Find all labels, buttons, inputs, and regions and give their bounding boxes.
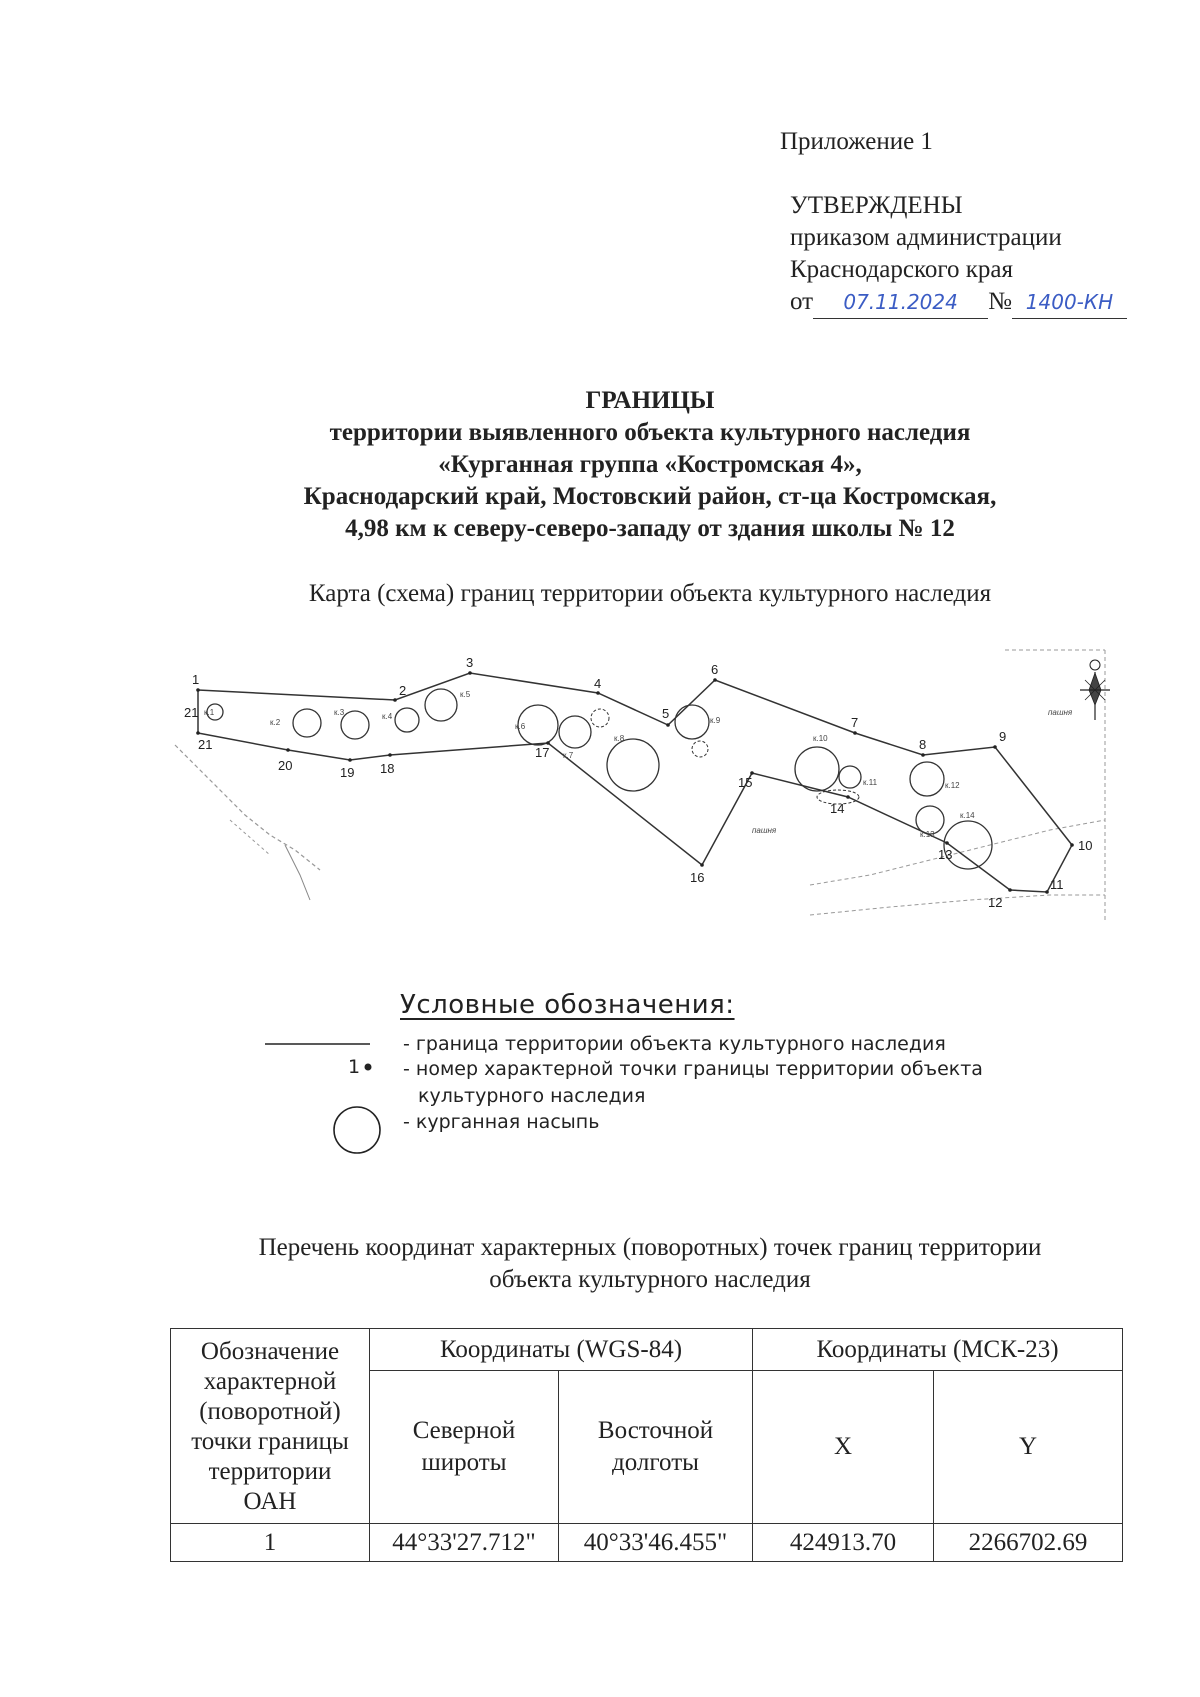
cell-north: 44°33'27.712": [370, 1524, 559, 1562]
mound-circle: [293, 709, 321, 737]
point-label: 17: [535, 745, 550, 760]
point-label: 8: [919, 737, 927, 752]
coords-heading-line-1: Перечень координат характерных (поворотных) точек границ территории: [258, 1234, 1042, 1261]
mound-label: к.7: [563, 751, 574, 760]
header-north-line: широты: [421, 1449, 507, 1476]
mound-label: к.14: [960, 811, 975, 820]
point-label: 20: [278, 758, 293, 773]
header-east-line: Восточной: [597, 1417, 714, 1444]
title-line-4: Краснодарский край, Мостовский район, ст-ца Костромская,: [303, 483, 997, 510]
point-label: 15: [738, 775, 753, 790]
point-marker: [846, 795, 850, 799]
point-marker: [700, 863, 704, 867]
mound-label: к.12: [945, 781, 960, 790]
title-line-5: 4,98 км к северу-северо-западу от здания школы № 12: [345, 515, 955, 542]
coordinates-table: [170, 1328, 1123, 1562]
table-row: [171, 1524, 1123, 1562]
header-x: X: [753, 1371, 934, 1524]
header-group-msk: Координаты (МСК-23): [753, 1329, 1123, 1371]
point-label: 10: [1078, 838, 1093, 853]
boundary-map: [170, 645, 1130, 925]
point-label: 6: [711, 662, 719, 677]
header-point-line: (поворотной): [199, 1398, 341, 1425]
mound-label: к.11: [863, 778, 878, 787]
legend-point-sample: 1: [348, 1056, 361, 1078]
point-label: 3: [466, 655, 474, 670]
mound-label: к.3: [334, 708, 345, 717]
mound-label: к.10: [813, 734, 828, 743]
legend-point-marker: [365, 1064, 372, 1071]
point-label: 2: [399, 683, 407, 698]
header-east-longitude: [559, 1371, 753, 1524]
mound-circle: [425, 689, 457, 721]
title-line-1: ГРАНИЦЫ: [585, 387, 715, 414]
point-label: 11: [1050, 877, 1064, 892]
point-label: 21: [198, 737, 213, 752]
terrain-line: [285, 845, 310, 900]
point-marker: [196, 731, 200, 735]
mound-circle: [675, 705, 709, 739]
mound-label: к.6: [515, 722, 526, 731]
point-label: 4: [594, 676, 602, 691]
point-marker: [1008, 888, 1012, 892]
legend-mound-circle: [334, 1107, 380, 1153]
point-marker: [993, 745, 997, 749]
mound-label: к.9: [710, 716, 721, 725]
mound-circle: [839, 766, 861, 788]
appendix-label: Приложение 1: [780, 128, 933, 155]
mound-circle-dashed: [692, 741, 708, 757]
point-label: 13: [938, 847, 953, 862]
point-marker: [921, 753, 925, 757]
field-label: пашня: [752, 826, 777, 835]
point-label: 19: [340, 765, 355, 780]
legend-mound-text: - курганная насыпь: [403, 1111, 600, 1133]
header-point-line: точки границы: [191, 1428, 349, 1455]
point-label: 9: [999, 729, 1007, 744]
approval-date-line: [790, 286, 1127, 319]
point-label: 1: [192, 672, 200, 687]
map-caption: Карта (схема) границ территории объекта культурного наследия: [308, 580, 992, 607]
header-point-designation: [171, 1329, 370, 1524]
legend-boundary-text: - граница территории объекта культурного наследия: [403, 1033, 946, 1055]
legend: [260, 1030, 1080, 1170]
number-sign: №: [988, 288, 1012, 315]
coords-heading-line-2: объекта культурного наследия: [489, 1266, 811, 1293]
approval-order-line2: Краснодарского края: [790, 256, 1013, 283]
cell-x: 424913.70: [753, 1524, 934, 1562]
point-label: 18: [380, 761, 395, 776]
point-marker: [945, 841, 949, 845]
point-marker: [1045, 890, 1049, 894]
terrain-line: [230, 820, 270, 855]
point-marker: [1070, 843, 1074, 847]
legend-heading: Условные обозначения:: [400, 990, 735, 1020]
point-marker: [853, 731, 857, 735]
approval-block: [790, 190, 1127, 319]
mound-circle: [559, 716, 591, 748]
header-y: Y: [934, 1371, 1123, 1524]
point-label: 7: [851, 715, 859, 730]
document-title: [0, 385, 1200, 545]
header-north-line: Северной: [412, 1417, 516, 1444]
point-label: 12: [988, 895, 1003, 910]
point-marker: [596, 691, 600, 695]
cell-y: 2266702.69: [934, 1524, 1123, 1562]
point-marker: [713, 678, 717, 682]
header-point-line: характерной: [203, 1368, 337, 1395]
mound-circle: [341, 711, 369, 739]
coords-heading: [0, 1232, 1200, 1296]
mound-circle: [607, 739, 659, 791]
header-point-line: территории: [208, 1458, 332, 1485]
mound-circle: [910, 762, 944, 796]
title-line-3: «Курганная группа «Костромская 4»,: [438, 451, 862, 478]
title-line-2: территории выявленного объекта культурного наследия: [329, 419, 971, 446]
header-point-line: ОАН: [243, 1488, 297, 1515]
north-arrow-icon: [1080, 660, 1110, 720]
point-marker: [286, 748, 290, 752]
date-prefix: от: [790, 288, 814, 315]
header-east-line: долготы: [612, 1449, 699, 1476]
mound-label: к.1: [204, 708, 215, 717]
mound-label: к.2: [270, 718, 281, 727]
legend-point-text-1: - номер характерной точки границы территории объекта: [403, 1058, 983, 1080]
legend-point-text-2: культурного наследия: [418, 1085, 646, 1107]
order-date: 07.11.2024: [813, 286, 988, 319]
point-marker: [348, 758, 352, 762]
header-point-line: Обозначение: [200, 1338, 340, 1365]
mound-label: к.8: [614, 734, 625, 743]
header-group-wgs: Координаты (WGS-84): [370, 1329, 753, 1371]
field-label: пашня: [1048, 708, 1073, 717]
point-label: 14: [830, 801, 845, 816]
point-label: 16: [690, 870, 705, 885]
point-label: 21: [184, 705, 199, 720]
cell-point: 1: [171, 1524, 370, 1562]
approval-order-line1: приказом администрации: [790, 224, 1062, 251]
mound-circle: [395, 708, 419, 732]
mound-label: к.5: [460, 690, 471, 699]
order-number: 1400-КН: [1012, 286, 1127, 319]
mound-circle-dashed: [591, 709, 609, 727]
terrain-line: [175, 745, 320, 870]
point-marker: [196, 688, 200, 692]
mound-label: к.4: [382, 712, 393, 721]
point-marker: [388, 753, 392, 757]
point-marker: [468, 671, 472, 675]
terrain-line: [810, 895, 1105, 915]
point-marker: [666, 723, 670, 727]
point-label: 5: [662, 706, 670, 721]
cell-east: 40°33'46.455": [559, 1524, 753, 1562]
point-marker: [393, 698, 397, 702]
approved-word: УТВЕРЖДЕНЫ: [790, 192, 963, 219]
header-north-latitude: [370, 1371, 559, 1524]
mound-label: к.13: [920, 830, 935, 839]
mound-circle: [795, 747, 839, 791]
